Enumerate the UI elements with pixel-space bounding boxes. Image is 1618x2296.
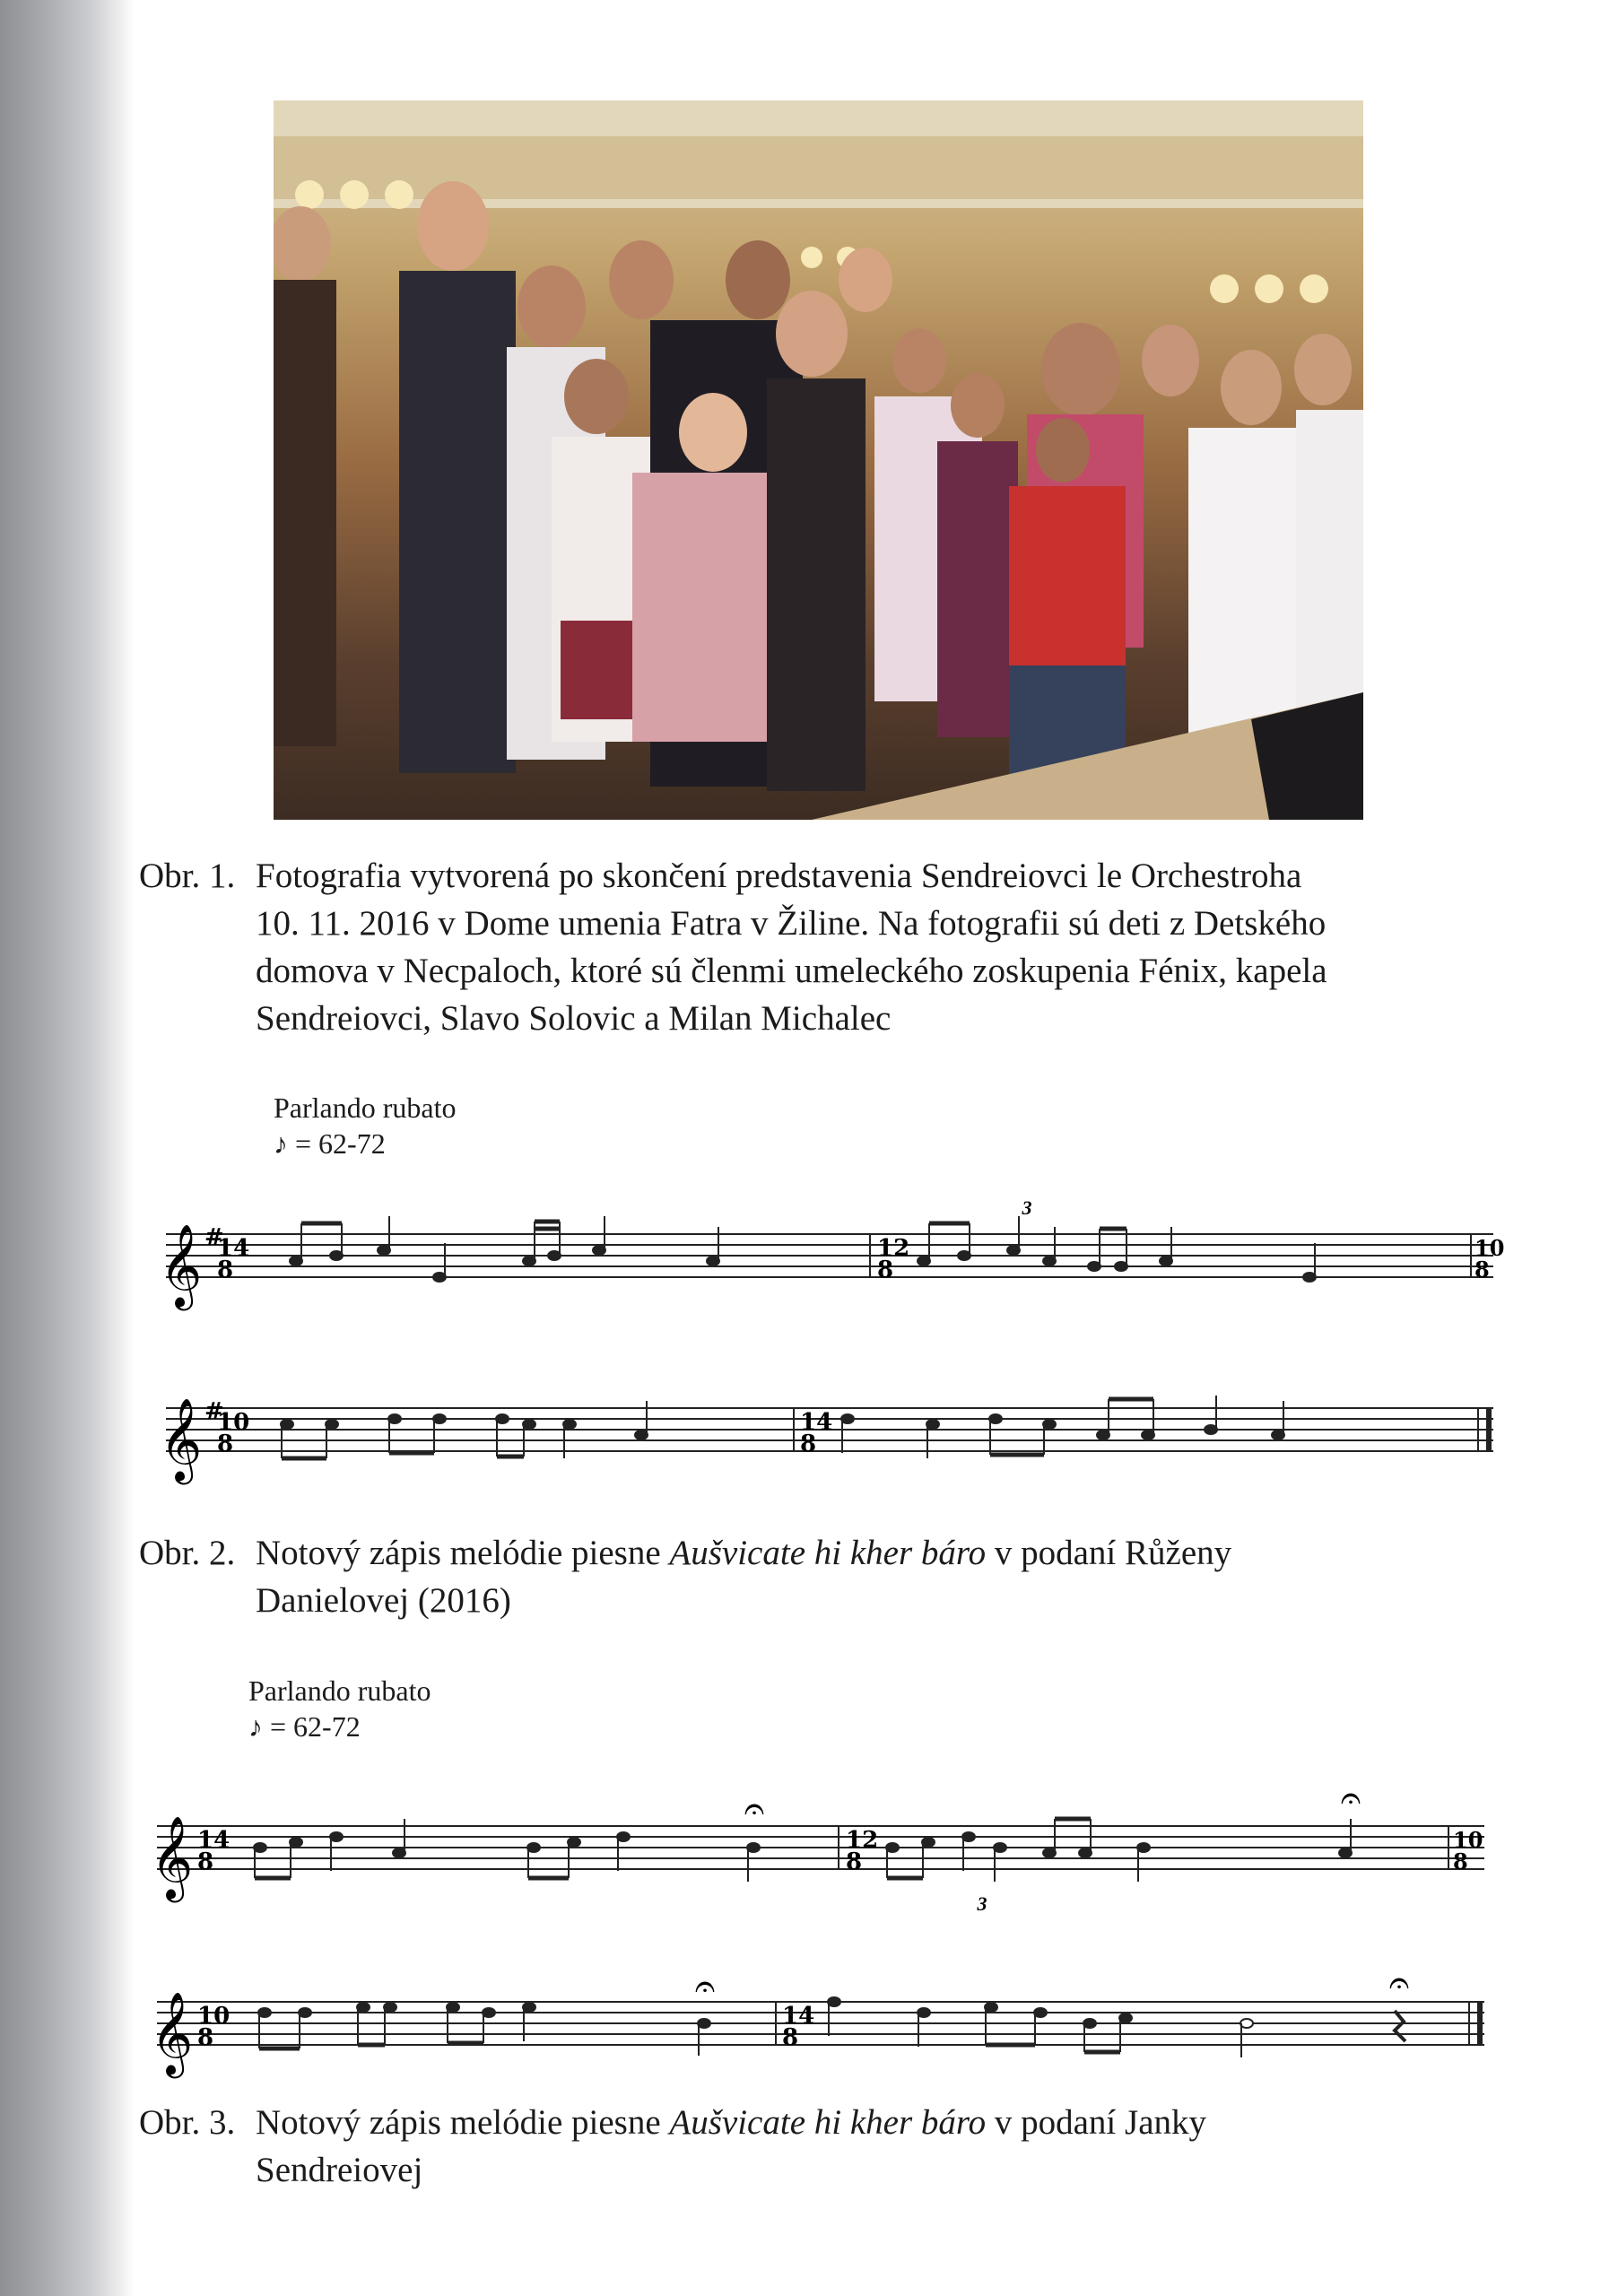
time-signature-numerator: 14 — [217, 1235, 250, 1262]
figure1-caption-line: Sendreiovci, Slavo Solovic a Milan Michalec — [256, 999, 892, 1038]
figure1-caption-line: Fotografia vytvorená po skončení predstavenia Sendreiovci le Orchestroha — [256, 857, 1302, 895]
note-group — [281, 1396, 1284, 1458]
time-signature-numerator: 10 — [1453, 1827, 1483, 1853]
time-signature-denominator: 8 — [846, 1848, 863, 1875]
figure2-label: Obr. 2. — [139, 1534, 236, 1572]
time-signature-denominator: 8 — [782, 2024, 799, 2051]
time-signature-numerator: 12 — [877, 1235, 910, 1262]
group-photograph — [274, 100, 1363, 820]
figure2-tempo — [274, 1090, 457, 1161]
time-signature-numerator: 14 — [197, 1827, 231, 1854]
figure1-caption-line: 10. 11. 2016 v Dome umenia Fatra v Žiline. Na fotografii sú deti z Detského — [256, 904, 1327, 943]
time-signature-denominator: 8 — [217, 1431, 234, 1457]
figure3-caption — [139, 2099, 1538, 2197]
metronome-mark: = 62-72 — [270, 1710, 361, 1743]
figure2-caption-suffix: v podaní Růženy — [994, 1534, 1232, 1572]
time-signature-denominator: 8 — [197, 1848, 214, 1875]
page-binding-shadow — [0, 0, 135, 2296]
time-signature-denominator: 8 — [197, 2024, 214, 2051]
key-signature-sharp: # — [204, 1398, 224, 1425]
song-title: Aušvicate hi kher báro — [669, 1534, 987, 1572]
eighth-note-icon: ♪ — [274, 1127, 288, 1160]
figure3-caption-suffix: v podaní Janky — [994, 2103, 1207, 2142]
time-signature-numerator: 14 — [782, 2003, 815, 2030]
tuplet-number: 3 — [977, 1892, 987, 1915]
figure3-label: Obr. 3. — [139, 2103, 236, 2142]
tuplet-number: 3 — [1022, 1196, 1032, 1219]
figure1-caption-line: domova v Necpaloch, ktoré sú členmi umeleckého zoskupenia Fénix, kapela — [256, 952, 1327, 990]
fermata-icon: 𝄐 — [744, 1788, 765, 1830]
time-signature-numerator: 10 — [197, 2003, 231, 2030]
note-group — [254, 1819, 1352, 1882]
time-signature-denominator: 8 — [1453, 1848, 1468, 1874]
fermata-icon: 𝄐 — [1388, 1962, 1410, 2004]
fermata-icon: 𝄐 — [694, 1966, 716, 2007]
figure2-staff-1 — [152, 1193, 1507, 1318]
figure2-caption-prefix: Notový zápis melódie piesne — [256, 1534, 661, 1572]
metronome-mark: = 62-72 — [295, 1127, 386, 1160]
treble-clef-icon: 𝄞 — [160, 1397, 203, 1481]
time-signature-numerator: 12 — [846, 1827, 879, 1854]
photo-scene — [274, 100, 1363, 820]
time-signature-numerator: 10 — [1474, 1235, 1505, 1261]
note-group — [258, 1997, 1405, 2057]
treble-clef-icon: 𝄞 — [151, 1815, 194, 1899]
time-signature-denominator: 8 — [877, 1257, 894, 1283]
tempo-marking: Parlando rubato — [248, 1674, 431, 1707]
figure3-staff-2 — [144, 1955, 1498, 2090]
time-signature-denominator: 8 — [217, 1257, 234, 1283]
figure3-caption-prefix: Notový zápis melódie piesne — [256, 2103, 661, 2142]
figure3-tempo — [248, 1673, 431, 1744]
note-group — [290, 1216, 1316, 1282]
time-signature-numerator: 10 — [217, 1409, 250, 1436]
time-signature-numerator: 14 — [800, 1409, 833, 1436]
key-signature-sharp: # — [204, 1224, 224, 1251]
figure1-label: Obr. 1. — [139, 857, 236, 895]
time-signature-denominator: 8 — [800, 1431, 817, 1457]
song-title: Aušvicate hi kher báro — [669, 2103, 987, 2142]
time-signature-denominator: 8 — [1474, 1257, 1490, 1283]
tempo-marking: Parlando rubato — [274, 1091, 457, 1124]
figure2-caption-line: Danielovej (2016) — [256, 1581, 511, 1620]
figure2-caption — [139, 1529, 1538, 1628]
treble-clef-icon: 𝄞 — [160, 1223, 203, 1307]
fermata-icon: 𝄐 — [1340, 1785, 1361, 1819]
eighth-note-icon: ♪ — [248, 1710, 263, 1743]
figure1-caption — [139, 852, 1538, 1049]
figure3-caption-line: Sendreiovej — [256, 2151, 423, 2189]
figure3-staff-1 — [144, 1785, 1498, 1919]
treble-clef-icon: 𝄞 — [151, 1991, 194, 2074]
figure2-staff-2 — [152, 1372, 1507, 1489]
